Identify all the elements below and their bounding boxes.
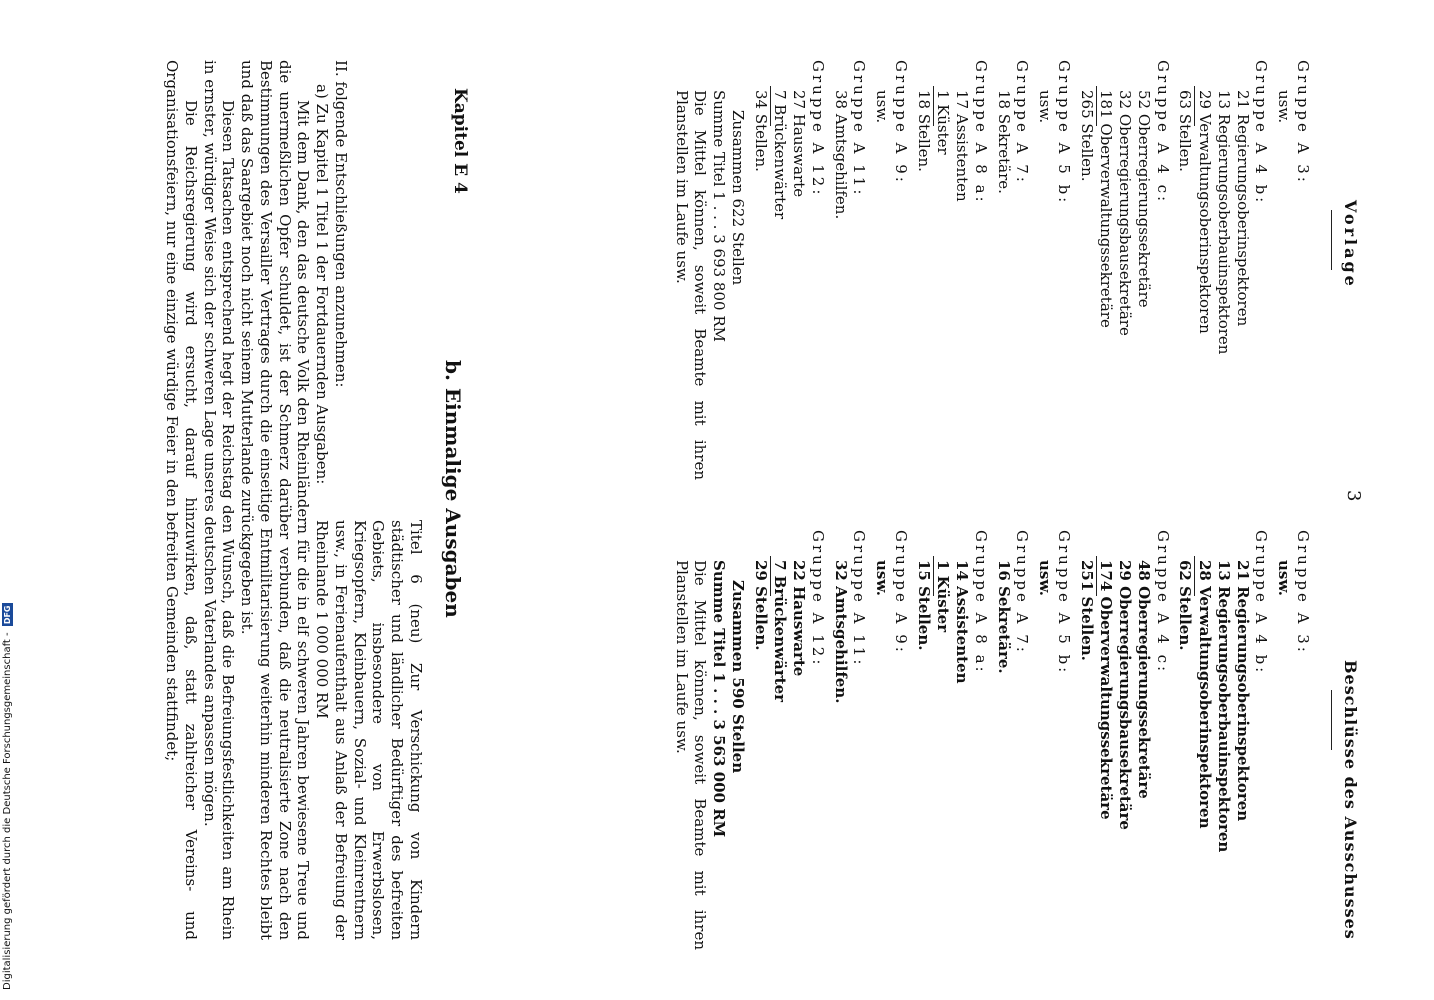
group-sum: 29 Stellen. <box>751 560 770 651</box>
footer-strip <box>0 0 22 1000</box>
group-title: Gruppe A 4 c: <box>1153 530 1172 675</box>
group-title: Gruppe A 12: <box>809 530 827 668</box>
left-groups <box>751 60 1312 480</box>
group-line: 21 Regierungsoberinspektoren <box>1233 560 1252 822</box>
group-title: Gruppe A 7: <box>1013 60 1032 185</box>
group-line: 32 Amtsgehilfen. <box>831 560 850 704</box>
dfg-logo: DFG <box>3 605 12 625</box>
group-block <box>1176 530 1271 950</box>
group-sum: 251 Stellen. <box>1077 560 1096 661</box>
group-block <box>873 60 911 480</box>
group-block <box>1036 60 1074 480</box>
resolution-p1: Mit dem Dank, den das deutsche Volk den Rheinländern für die in elf schweren Jahren bewiesene Treue und die unermeßlichen Opfer schuldet, ist der Schmerz darüber verbunden, daß die neutralisierte Zone nach den Bestimmungen des Versailler Vertrages durch die einseitige Entmilitarisierung weiterhin minderen Rechtes bleibt und daß das Saargebiet noch nicht seinem Mutterlande zurückgegeben ist. <box>238 60 313 940</box>
right-summe: Summe Titel 1 . . . 3 563 000 RM <box>710 560 729 838</box>
group-line: 18 Sekretäre. <box>994 90 1013 194</box>
group-block <box>1176 60 1271 480</box>
group-line: 14 Assistenten <box>953 560 972 684</box>
group-sum: 34 Stellen. <box>751 90 770 172</box>
header-right-rule <box>1331 690 1332 750</box>
group-title: Gruppe A 9: <box>892 60 910 185</box>
group-block <box>994 530 1032 950</box>
group-block <box>831 60 869 480</box>
left-total: Zusammen 622 Stellen <box>729 110 747 286</box>
group-line: 13 Regierungsoberbauinspektoren <box>1215 90 1233 355</box>
group-line: 29 Verwaltungsoberinspektoren <box>1196 90 1215 334</box>
group-block <box>994 60 1032 480</box>
group-line: usw. <box>873 90 892 124</box>
group-block <box>914 530 990 950</box>
group-line: 22 Hauswarte <box>790 560 809 677</box>
group-title: Gruppe A 4 c: <box>1153 60 1172 205</box>
titel6-paragraph: Titel 6 (neu) Zur Verschickung von Kindern städtischer und ländlicher Bedürftiger des befreiten Gebiets, insbesondere von Erwerbslosen, Kriegsopfern, Kleinbauern, Sozial- und Kleinrentnern usw., in Ferienaufenthalt aus Anlaß der Befreiung der Rheinlande 1 000 000 RM <box>313 520 425 940</box>
group-block <box>751 60 827 480</box>
header-left: Vorlage <box>1341 200 1360 289</box>
group-line: 52 Oberregierungssekretäre <box>1135 90 1153 308</box>
resolution-intro: II. folgende Entschließungen anzunehmen: <box>332 60 350 388</box>
right-column <box>672 530 1312 950</box>
group-title: Gruppe A 4 b: <box>1252 60 1271 206</box>
group-sum: 62 Stellen. <box>1176 560 1195 651</box>
right-groups <box>751 530 1312 950</box>
left-column <box>672 60 1312 480</box>
group-line: 29 Oberregierungsbausekretäre <box>1116 560 1135 830</box>
group-line: usw. <box>1275 90 1294 124</box>
group-line: 1 Küster <box>934 560 953 633</box>
group-line: 28 Verwaltungsoberinspektoren <box>1196 560 1215 829</box>
group-title: Gruppe A 7: <box>1013 530 1032 655</box>
resolution-item-a: a) Zu Kapitel 1 Titel 1 der Fortdauernden Ausgaben: <box>313 84 332 485</box>
group-line: 16 Sekretäre. <box>994 560 1013 674</box>
group-title: Gruppe A 5 b: <box>1055 530 1073 676</box>
group-title: Gruppe A 12: <box>809 60 827 198</box>
group-line: usw. <box>1036 90 1055 124</box>
group-title: Gruppe A 11: <box>850 530 869 668</box>
group-line: 13 Regierungsoberbauinspektoren <box>1215 560 1233 853</box>
group-block <box>1036 530 1074 950</box>
group-line: 181 Oberverwaltungssekretäre <box>1097 90 1116 328</box>
group-line: 7 Brückenwärter <box>771 90 790 220</box>
group-block <box>1275 530 1313 950</box>
group-block <box>1077 530 1172 950</box>
section-title: b. Einmalige Ausgaben <box>441 360 465 618</box>
group-title: Gruppe A 3: <box>1294 60 1312 185</box>
left-summe: Summe Titel 1 . . . 3 693 800 RM <box>710 90 729 342</box>
group-line: usw. <box>1275 560 1294 596</box>
right-note: Die Mittel können, soweit Beamte mit ihren Planstellen im Laufe usw. <box>672 560 710 950</box>
group-line: 174 Oberverwaltungssekretäre <box>1097 560 1116 820</box>
group-line: 27 Hauswarte <box>790 90 809 198</box>
group-line: 38 Amtsgehilfen. <box>831 90 850 220</box>
group-sum: 63 Stellen. <box>1176 90 1195 172</box>
group-line: 21 Regierungsoberinspektoren <box>1233 90 1252 327</box>
resolution-p2: Diesen Tatsachen entsprechend hegt der Reichstag den Wunsch, daß die Befreiungsfestlichkeiten am Rhein in ernster, würdiger Weise sich der schweren Lage unseres deutschen Vaterlandes anpassen mögen. <box>200 60 238 940</box>
group-block <box>1077 60 1172 480</box>
group-block <box>831 530 869 950</box>
left-note: Die Mittel können, soweit Beamte mit ihren Planstellen im Laufe usw. <box>672 90 710 480</box>
resolution-block <box>163 60 351 940</box>
group-title: Gruppe A 9: <box>892 530 910 655</box>
footer-text <box>2 604 13 991</box>
group-title: Gruppe A 11: <box>850 60 869 198</box>
group-line: 7 Brückenwärter <box>771 560 790 703</box>
group-line: usw. <box>1036 560 1055 596</box>
resolution-p3: Die Reichsregierung wird ersucht, darauf hinzuwirken, daß, statt zahlreicher Vereins- und Organisationsfeiern, nur eine einzige würdige Feier in den befreiten Gemeinden stattfindet; <box>163 60 200 940</box>
footer-label: Digitalisierung gefördert durch die Deutsche Forschungsgemeinschaft - <box>2 632 13 990</box>
group-block <box>1275 60 1313 480</box>
group-sum: 18 Stellen. <box>914 90 933 172</box>
group-line: 17 Assistenten <box>953 90 972 202</box>
group-block <box>914 60 990 480</box>
group-title: Gruppe A 8 a: <box>972 530 990 675</box>
group-title: Gruppe A 8 a: <box>972 60 990 205</box>
group-sum: 15 Stellen. <box>914 560 933 651</box>
group-line: 48 Oberregierungssekretäre <box>1135 560 1153 799</box>
group-block <box>751 530 827 950</box>
kapitel-heading: Kapitel E 4 <box>450 88 470 194</box>
group-block <box>873 530 911 950</box>
right-total: Zusammen 590 Stellen <box>729 580 747 774</box>
group-title: Gruppe A 3: <box>1294 530 1312 655</box>
group-line: usw. <box>873 560 892 596</box>
group-sum: 265 Stellen. <box>1077 90 1096 182</box>
page-number: 3 <box>1343 490 1364 502</box>
group-title: Gruppe A 4 b: <box>1252 530 1271 676</box>
header-right: Beschlüsse des Ausschusses <box>1341 660 1360 940</box>
header-left-rule <box>1331 210 1332 270</box>
group-line: 1 Küster <box>934 90 953 155</box>
group-line: 32 Oberregierungsbausekretäre <box>1116 90 1135 336</box>
group-title: Gruppe A 5 b: <box>1055 60 1073 206</box>
